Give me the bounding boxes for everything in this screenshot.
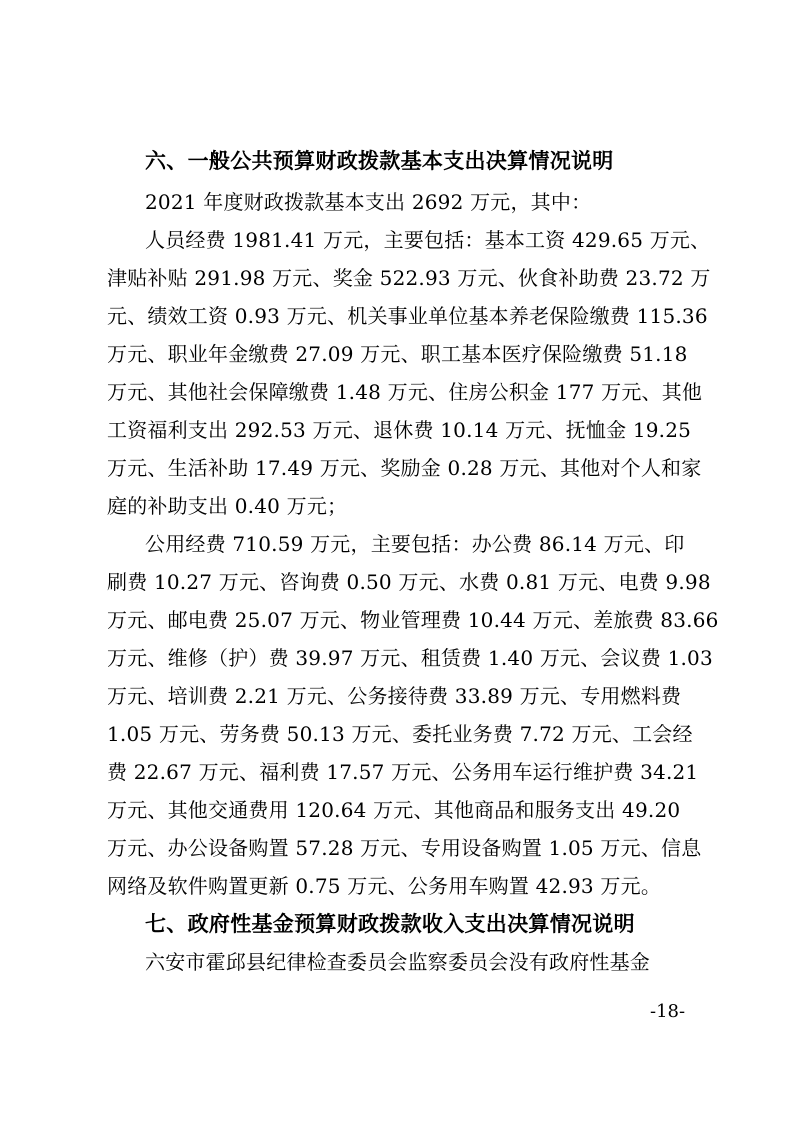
paragraph-line: 万元、生活补助 17.49 万元、奖励金 0.28 万元、其他对个人和家 [107,456,702,480]
paragraph-line: 六安市霍邱县纪律检查委员会监察委员会没有政府性基金 [145,950,650,974]
paragraph-line: 津贴补贴 291.98 万元、奖金 522.93 万元、伙食补助费 23.72 万 [107,266,711,290]
paragraph-line: 费 22.67 万元、福利费 17.57 万元、公务用车运行维护费 34.21 [107,760,699,784]
paragraph-line: 2021 年度财政拨款基本支出 2692 万元，其中： [145,190,592,214]
paragraph-line: 公用经费 710.59 万元，主要包括：办公费 86.14 万元、印 [145,532,685,556]
paragraph-line: 万元、维修（护）费 39.97 万元、租赁费 1.40 万元、会议费 1.03 [107,646,713,670]
section-6-heading: 六、一般公共预算财政拨款基本支出决算情况说明 [145,149,614,173]
paragraph-line: 人员经费 1981.41 万元，主要包括：基本工资 429.65 万元、 [145,228,711,252]
paragraph-line: 万元、办公设备购置 57.28 万元、专用设备购置 1.05 万元、信息 [107,836,702,860]
paragraph-line: 万元、培训费 2.21 万元、公务接待费 33.89 万元、专用燃料费 [107,684,682,708]
paragraph-line: 网络及软件购置更新 0.75 万元、公务用车购置 42.93 万元。 [107,874,662,898]
paragraph-line: 万元、其他社会保障缴费 1.48 万元、住房公积金 177 万元、其他 [107,380,703,404]
paragraph-line: 万元、其他交通费用 120.64 万元、其他商品和服务支出 49.20 [107,798,681,822]
paragraph-line: 工资福利支出 292.53 万元、退休费 10.14 万元、抚恤金 19.25 [107,418,692,442]
paragraph-line: 元、绩效工资 0.93 万元、机关事业单位基本养老保险缴费 115.36 [107,304,708,328]
paragraph-line: 庭的补助支出 0.40 万元； [107,494,348,518]
paragraph-line: 1.05 万元、劳务费 50.13 万元、委托业务费 7.72 万元、工会经 [107,722,693,746]
page-number: -18- [650,1001,686,1022]
section-7-heading: 七、政府性基金预算财政拨款收入支出决算情况说明 [145,912,635,936]
paragraph-line: 万元、邮电费 25.07 万元、物业管理费 10.44 万元、差旅费 83.66 [107,608,719,632]
paragraph-line: 刷费 10.27 万元、咨询费 0.50 万元、水费 0.81 万元、电费 9.98 [107,570,711,594]
paragraph-line: 万元、职业年金缴费 27.09 万元、职工基本医疗保险缴费 51.18 [107,342,688,366]
